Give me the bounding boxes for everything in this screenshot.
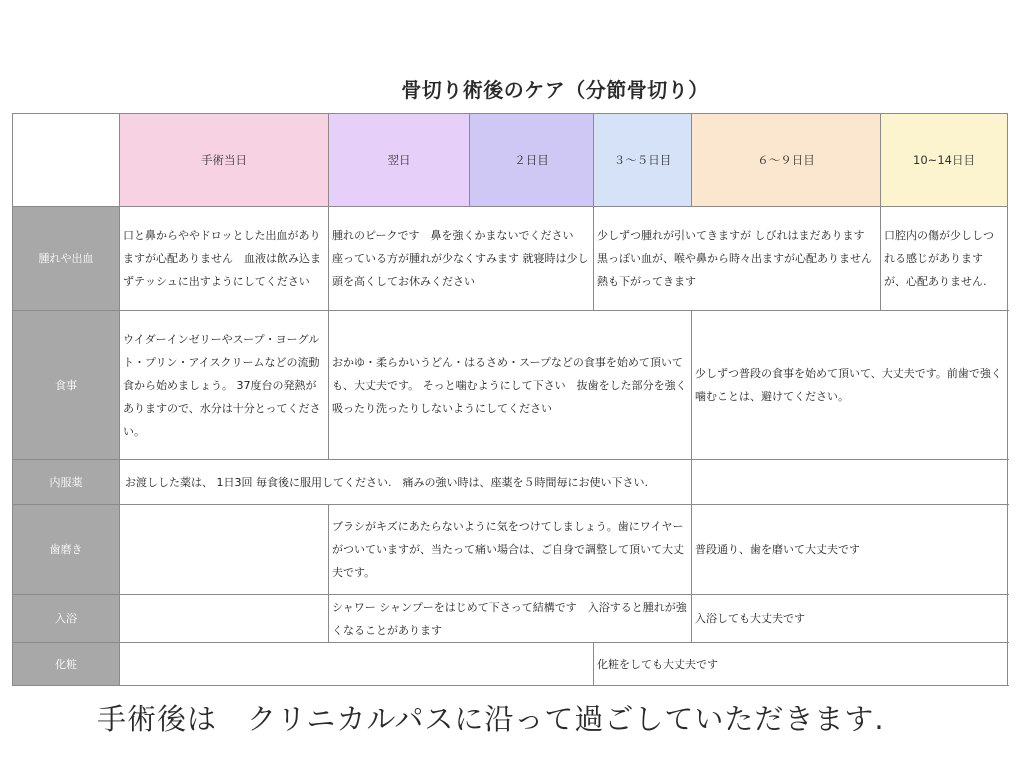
swelling-day15-cell: 口腔内の傷が少ししつれる感じがありますが、心配ありません. bbox=[881, 207, 1008, 311]
bath-day1-5-cell: シャワー シャンプーをはじめて下さって結構です 入浴すると腫れが強くなることがあります bbox=[329, 595, 692, 643]
swelling-day0-cell: 口と鼻からややドロッとした出血がありますが心配ありません 血液は飲み込まずテッシュに出すようにしてください bbox=[120, 207, 329, 311]
brushing-day1-5-cell: ブラシがキズにあたらないように気をつけてしましょう。歯にワイヤーがついていますが、当たって痛い場合は、ご自身で調整して頂いて大丈夫です。 bbox=[329, 505, 692, 595]
medicine-day6-15-cell bbox=[692, 460, 1008, 505]
column-header-day2: ２日目 bbox=[470, 114, 594, 207]
corner-cell bbox=[13, 114, 120, 207]
bath-day0-cell bbox=[120, 595, 329, 643]
care-table bbox=[12, 113, 1008, 686]
row-header-makeup: 化粧 bbox=[13, 643, 120, 686]
column-header-day1: 翌日 bbox=[329, 114, 470, 207]
column-header-day6-9: ６～９日目 bbox=[692, 114, 881, 207]
meal-day0-cell: ウイダーインゼリーやスープ・ヨーグルト・プリン・アイスクリームなどの流動食から始めましょう。 37度台の発熱がありますので、水分は十分とってください。 bbox=[120, 311, 329, 460]
page-title: 骨切り術後のケア（分節骨切り） bbox=[401, 78, 709, 102]
row-header-swelling: 腫れや出血 bbox=[13, 207, 120, 311]
makeup-day3-15-cell: 化粧をしても大丈夫です bbox=[594, 643, 1008, 686]
row-header-meal: 食事 bbox=[13, 311, 120, 460]
makeup-day0-2-cell bbox=[120, 643, 594, 686]
medicine-day0-5-cell: お渡しした薬は、 1日3回 毎食後に服用してください. 痛みの強い時は、座薬を５時間毎にお使い下さい. bbox=[120, 460, 692, 505]
column-header-day0: 手術当日 bbox=[120, 114, 329, 207]
row-swelling bbox=[13, 207, 1008, 311]
column-header-day3-5: ３～５日目 bbox=[594, 114, 692, 207]
row-header-medicine: 内服薬 bbox=[13, 460, 120, 505]
row-meal bbox=[13, 311, 1008, 460]
footer-note: 手術後は クリニカルパスに沿って過ごしていただきます. bbox=[97, 702, 885, 736]
column-header-day10-14: 10~14日目 bbox=[881, 114, 1008, 207]
row-makeup bbox=[13, 643, 1008, 686]
row-header-bath: 入浴 bbox=[13, 595, 120, 643]
meal-day1-5-cell: おかゆ・柔らかいうどん・はるさめ・スープなどの食事を始めて頂いても、大丈夫です。 そっと噛むようにして下さい 抜歯をした部分を強く吸ったり洗ったりしないようにしてください bbox=[329, 311, 692, 460]
swelling-day3-14-cell: 少しずつ腫れが引いてきますが しびれはまだあります 黒っぽい血が、喉や鼻から時々出ますが心配ありません 熱も下がってきます bbox=[594, 207, 881, 311]
meal-day6-15-cell: 少しずつ普段の食事を始めて頂いて、大丈夫です。前歯で強く噛むことは、避けてください。 bbox=[692, 311, 1008, 460]
row-bath bbox=[13, 595, 1008, 643]
brushing-day0-cell bbox=[120, 505, 329, 595]
row-header-brushing: 歯磨き bbox=[13, 505, 120, 595]
swelling-day1-2-cell: 腫れのピークです 鼻を強くかまないでください 座っている方が腫れが少なくすみます 就寝時は少し頭を高くしてお休みください bbox=[329, 207, 594, 311]
row-brushing bbox=[13, 505, 1008, 595]
row-medicine bbox=[13, 460, 1008, 505]
header-row bbox=[13, 114, 1008, 207]
bath-day6-15-cell: 入浴しても大丈夫です bbox=[692, 595, 1008, 643]
brushing-day6-15-cell: 普段通り、歯を磨いて大丈夫です bbox=[692, 505, 1008, 595]
